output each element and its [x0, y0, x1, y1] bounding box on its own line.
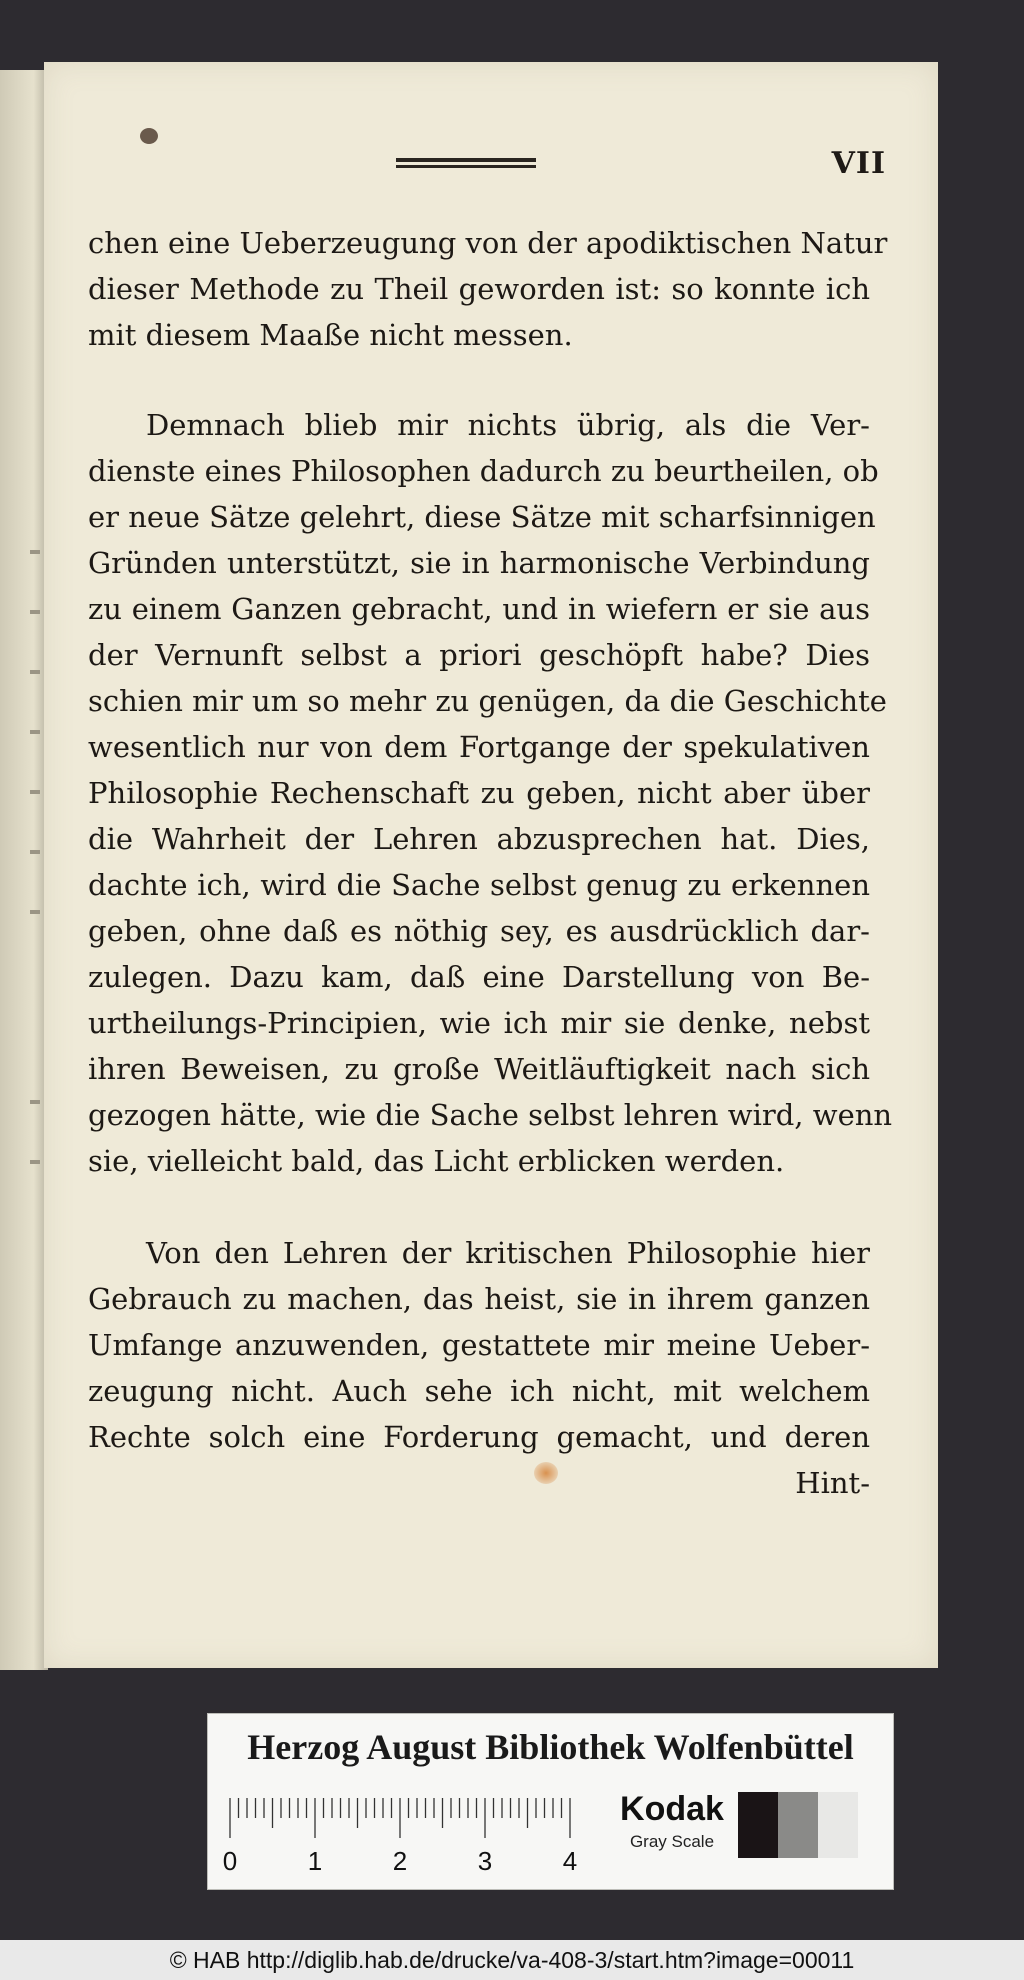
- paragraph-3: [88, 1230, 870, 1506]
- text-line: urtheilungs-Principien, wie ich mir sie denke, nebst: [88, 1006, 870, 1040]
- text-line: zulegen. Dazu kam, daß eine Darstellung von Be-: [88, 960, 870, 994]
- text-line: Gründen unterstützt, sie in harmonische Verbindung: [88, 546, 870, 580]
- ruler-number: 4: [562, 1846, 578, 1876]
- text-line: Gebrauch zu machen, das heist, sie in ihrem ganzen: [88, 1282, 870, 1316]
- catchword: Hint-: [795, 1466, 870, 1500]
- ruler-number: 3: [477, 1846, 493, 1876]
- text-line: chen eine Ueberzeugung von der apodiktischen Natur: [88, 226, 888, 260]
- text-line: zeugung nicht. Auch sehe ich nicht, mit welchem: [88, 1374, 870, 1408]
- copyright-footer: © HAB http://diglib.hab.de/drucke/va-408-3/start.htm?image=00011: [0, 1940, 1024, 1980]
- text-line: sie, vielleicht bald, das Licht erblicken werden.: [88, 1144, 785, 1178]
- text-line: Umfange anzuwenden, gestattete mir meine Ueber-: [88, 1328, 870, 1362]
- text-line: die Wahrheit der Lehren abzusprechen hat. Dies,: [88, 822, 870, 856]
- text-line: er neue Sätze gelehrt, diese Sätze mit scharfsinnigen: [88, 500, 876, 534]
- text-line: gezogen hätte, wie die Sache selbst lehren wird, wenn: [88, 1098, 893, 1132]
- ruler-scale: [222, 1794, 590, 1876]
- page-number: VII: [831, 146, 886, 181]
- header-rule: [396, 158, 536, 168]
- swatch-white: [818, 1792, 858, 1858]
- kodak-logo: Kodak: [620, 1790, 724, 1828]
- text-line: dieser Methode zu Theil geworden ist: so konnte ich: [88, 272, 870, 306]
- text-line: zu einem Ganzen gebracht, und in wiefern er sie aus: [88, 592, 870, 626]
- paragraph-2: [88, 402, 893, 1184]
- library-name: Herzog August Bibliothek Wolfenbüttel: [247, 1727, 854, 1767]
- text-line: mit diesem Maaße nicht messen.: [88, 318, 573, 352]
- text-line: ihren Beweisen, zu große Weitläuftigkeit nach sich: [88, 1052, 870, 1086]
- ruler-number: 0: [222, 1846, 238, 1876]
- swatch-black: [738, 1792, 778, 1858]
- text-line: dachte ich, wird die Sache selbst genug zu erkennen: [88, 868, 870, 902]
- text-line: der Vernunft selbst a priori geschöpft habe? Dies: [88, 638, 870, 672]
- text-line: wesentlich nur von dem Fortgange der spekulativen: [88, 730, 870, 764]
- text-line: Rechte solch eine Forderung gemacht, und deren: [88, 1420, 870, 1454]
- text-line: geben, ohne daß es nöthig sey, es ausdrücklich dar-: [88, 914, 870, 948]
- book-page: [44, 62, 938, 1668]
- color-calibration-card: [207, 1713, 894, 1890]
- swatch-gray: [778, 1792, 818, 1858]
- text-line: schien mir um so mehr zu genügen, da die Geschichte: [88, 684, 887, 718]
- text-line: Von den Lehren der kritischen Philosophie hier: [146, 1236, 870, 1270]
- text-line: Demnach blieb mir nichts übrig, als die Ver-: [146, 408, 870, 442]
- text-line: dienste eines Philosophen dadurch zu beurtheilen, ob: [88, 454, 879, 488]
- text-line: Philosophie Rechenschaft zu geben, nicht aber über: [88, 776, 870, 810]
- ruler-number: 1: [307, 1846, 323, 1876]
- ruler-number: 2: [392, 1846, 408, 1876]
- previous-page-edge: [0, 70, 48, 1670]
- gray-scale-label: Gray Scale: [629, 1832, 715, 1851]
- ink-spot: [140, 128, 158, 144]
- paragraph-1: [88, 220, 888, 358]
